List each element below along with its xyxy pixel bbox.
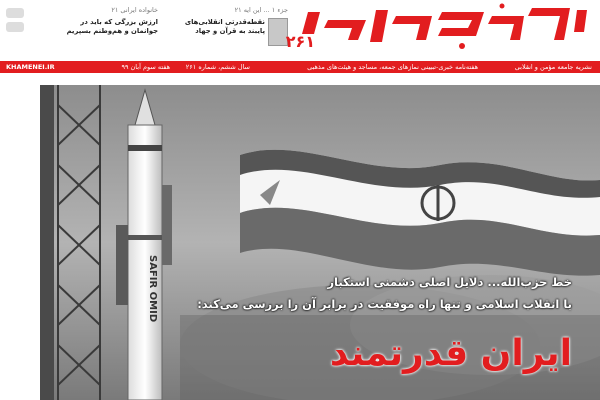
teaser-kicker: خانواده ایرانی ۲۱	[111, 6, 158, 14]
teaser-article[interactable]	[162, 6, 288, 50]
publication-tagline: نشریه جامعه مؤمن و انقلابی	[514, 63, 592, 71]
logo	[292, 2, 592, 54]
cover-caption: خط حزب‌الله... دلایل اصلی دشمنی استکبار	[327, 275, 572, 289]
teaser-title	[67, 18, 158, 36]
info-strip	[0, 61, 600, 73]
issue-info: سال ششم، شماره ۲۶۱	[185, 63, 250, 71]
teaser-title	[185, 18, 265, 36]
logo-mark	[292, 2, 592, 54]
decor-shape	[6, 22, 24, 32]
website-link[interactable]: KHAMENEI.IR	[6, 63, 55, 71]
teaser-article[interactable]	[38, 6, 158, 50]
cover-caption: با انقلاب اسلامی و تنها راه موفقیت در برابر آن را بررسی می‌کند:	[197, 297, 572, 311]
teaser-kicker: جزء ۱ ... این ایه ۲۱	[234, 6, 288, 14]
rocket-label: SAFIR OMID	[147, 255, 158, 323]
teaser-line: نقطه‌قدرتی انقلابی‌های	[184, 18, 265, 26]
cover-headline: ایران قدرتمند	[329, 333, 572, 374]
side-decorations	[6, 8, 26, 48]
teaser-line: ارزش بزرگی که باید در	[80, 18, 158, 26]
masthead	[0, 0, 600, 60]
teaser-line: جوانمان و هم‌وطنم بسپریم	[66, 27, 158, 35]
teaser-line: پایبند به قرآن و جهاد	[195, 27, 265, 35]
issue-date: هفته سوم آبان ۹۹	[121, 63, 170, 71]
publication-description: هفته‌نامه خبری-تبیینی نمازهای جمعه، مساجد و هیئت‌های مذهبی	[307, 63, 478, 71]
decor-shape	[6, 8, 24, 18]
issue-number: ۲۶۱	[285, 32, 315, 51]
